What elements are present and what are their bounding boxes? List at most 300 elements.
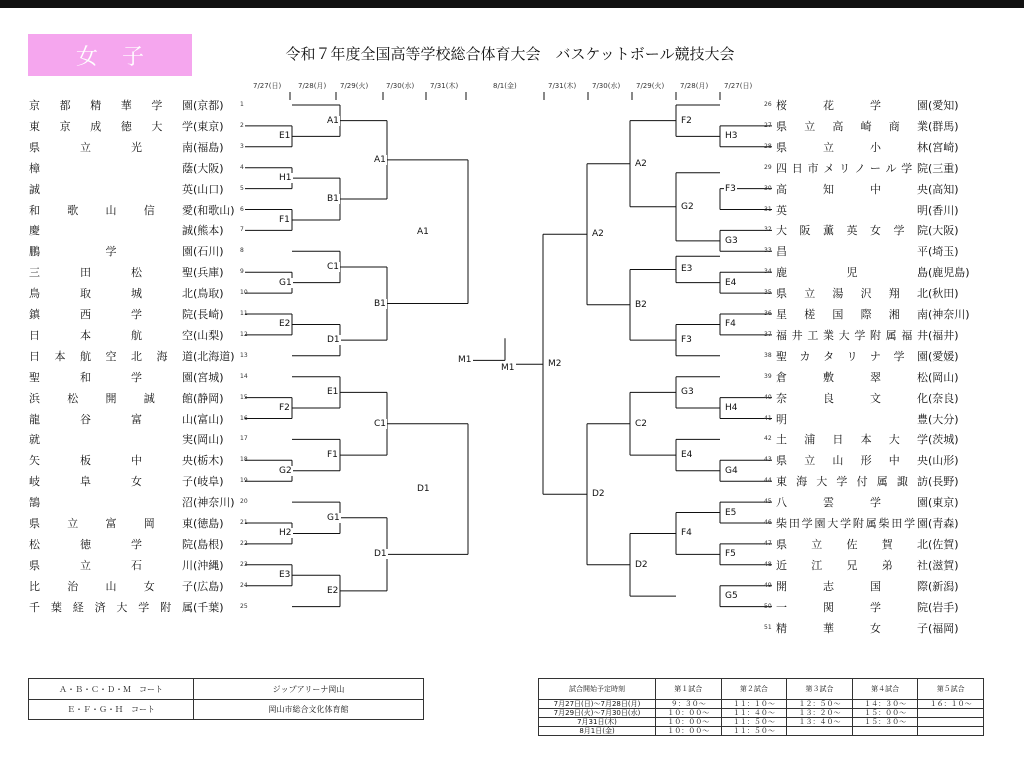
team-name: 県立石川 (29, 558, 193, 572)
seed-number: 4 (240, 163, 244, 171)
team-prefecture: (京都) (193, 99, 224, 112)
round-date: 7/31(木) (548, 82, 577, 90)
team-name: 福井工業大学附属福井 (776, 328, 928, 342)
round-date: 7/27(日) (253, 82, 282, 90)
legend-courts: Ａ・Ｂ・Ｃ・Ｄ・Ｍ コート (29, 679, 194, 699)
team-prefecture: (福井) (928, 328, 959, 342)
schedule-time: １２：５０～ (787, 700, 853, 709)
team-row (776, 285, 984, 301)
team-name: 京都精華学園 (29, 99, 193, 112)
team-row (776, 327, 984, 343)
team-name: 県立小林 (776, 140, 928, 154)
page-title: 令和７年度全国高等学校総合体育大会 バスケットボール競技大会 (285, 45, 735, 63)
game-label: E1 (327, 387, 339, 398)
team-name: 比治山女子 (29, 579, 193, 593)
team-name: 桜花学園 (776, 99, 928, 112)
team-row (776, 411, 984, 427)
team-prefecture: (山梨) (193, 328, 224, 342)
team-row (29, 473, 237, 489)
team-row (29, 264, 237, 280)
game-label: E2 (327, 585, 339, 596)
schedule-row (539, 718, 984, 727)
team-row (776, 515, 984, 531)
team-row (776, 306, 984, 322)
game-label: C1 (327, 261, 340, 272)
team-row (776, 160, 984, 176)
team-row (776, 452, 984, 468)
seed-number: 51 (764, 623, 772, 631)
team-name: 慶誠 (29, 224, 193, 238)
game-label: A1 (327, 115, 339, 126)
schedule-header: 第１試合 (656, 679, 722, 700)
schedule-table (538, 678, 984, 736)
game-label: A2 (592, 229, 604, 240)
game-label: E2 (279, 319, 291, 330)
team-name: 大阪薫英女学院 (776, 224, 928, 238)
seed-number: 36 (764, 310, 772, 317)
seed-number: 17 (240, 435, 248, 443)
seed-number: 45 (764, 498, 772, 506)
team-prefecture: (山形) (928, 454, 959, 468)
seed-number: 21 (240, 519, 248, 526)
team-name: 県立高崎商業 (776, 119, 928, 133)
team-name: 矢板中央 (29, 454, 193, 468)
seed-number: 19 (240, 477, 248, 485)
team-row (776, 264, 984, 280)
team-name: 柴田学園大学附属柴田学園 (776, 517, 928, 530)
seed-number: 3 (240, 142, 244, 150)
team-prefecture: (山口) (193, 182, 224, 196)
round-date: 8/1(金) (493, 82, 517, 90)
team-row (29, 327, 237, 343)
team-prefecture: (茨城) (928, 433, 959, 447)
schedule-date: 7月31日(木) (539, 718, 656, 727)
legend-courts: Ｅ・Ｆ・Ｇ・Ｈ コート (29, 699, 194, 719)
schedule-time: １１：１０～ (721, 700, 787, 709)
game-label: F3 (681, 335, 692, 346)
game-label: E3 (681, 264, 693, 275)
schedule-time: １５：００～ (852, 709, 918, 718)
team-name: 鹿児島 (776, 266, 928, 280)
game-label: H2 (279, 528, 292, 539)
game-label: B1 (327, 194, 339, 205)
team-row (29, 181, 237, 197)
team-prefecture: (鳥取) (193, 287, 224, 301)
team-prefecture: (大阪) (928, 224, 959, 238)
seed-number: 44 (764, 477, 772, 485)
team-name: 県立佐賀北 (776, 537, 928, 551)
game-label: B2 (635, 299, 647, 310)
team-prefecture: (三重) (928, 161, 959, 175)
seed-number: 34 (764, 268, 772, 276)
game-label: E5 (725, 507, 737, 518)
team-prefecture: (広島) (193, 579, 224, 593)
round-date: 7/30(水) (592, 82, 621, 90)
team-prefecture: (神奈川) (193, 496, 235, 510)
team-name: 就実 (29, 433, 193, 447)
game-label: M2 (548, 359, 562, 370)
game-label: B1 (374, 298, 386, 309)
game-label: F1 (327, 450, 338, 461)
team-name: 近江兄弟社 (776, 558, 928, 572)
team-prefecture: (愛媛) (928, 349, 959, 363)
seed-number: 8 (240, 247, 244, 255)
team-row (776, 557, 984, 573)
team-name: 東海大学付属諏訪 (776, 475, 928, 489)
team-row (776, 139, 984, 155)
game-label: G4 (725, 465, 738, 476)
legend-venue: ジップアリーナ岡山 (272, 684, 345, 694)
team-prefecture: (石川) (193, 245, 224, 259)
game-label: E3 (279, 570, 291, 581)
team-name: 県立富岡東 (29, 517, 193, 530)
seed-number: 25 (240, 602, 248, 610)
team-row (776, 620, 984, 636)
team-row (776, 243, 984, 259)
game-label: F3 (725, 184, 736, 195)
seed-number: 49 (764, 581, 772, 589)
schedule-time: １０：００～ (656, 709, 722, 718)
team-name: 聖カタリナ学園 (776, 349, 928, 363)
game-label: F5 (725, 549, 736, 560)
team-name: 東京成徳大学 (29, 119, 193, 133)
team-row (776, 369, 984, 385)
game-label: F1 (279, 214, 290, 225)
seed-number: 43 (764, 456, 772, 464)
schedule-time: １３：２０～ (787, 709, 853, 718)
schedule-time (852, 727, 918, 736)
schedule-header: 試合開始予定時刻 (539, 679, 656, 700)
team-row (29, 431, 237, 447)
game-label: F4 (681, 528, 692, 539)
team-row (776, 473, 984, 489)
schedule-row (539, 709, 984, 718)
schedule-header: 第４試合 (852, 679, 918, 700)
seed-number: 32 (764, 226, 772, 234)
team-name: 和歌山信愛 (29, 203, 193, 217)
team-prefecture: (熊本) (193, 224, 224, 238)
game-label: G1 (279, 277, 292, 288)
team-prefecture: (富山) (193, 412, 224, 426)
seed-number: 12 (240, 330, 248, 338)
seed-number: 29 (764, 163, 772, 171)
game-label: M1 (501, 363, 515, 374)
legend-row (29, 699, 423, 719)
round-date: 7/29(火) (340, 82, 369, 90)
game-label: D2 (635, 559, 648, 570)
team-prefecture: (秋田) (928, 287, 959, 301)
schedule-time: ９：３０～ (656, 700, 722, 709)
seed-number: 9 (240, 268, 244, 276)
game-label: F4 (725, 319, 736, 330)
legend-venue: 岡山市総合文化体育館 (268, 704, 349, 714)
team-name: 一関学院 (776, 600, 928, 614)
seed-number: 27 (764, 121, 772, 129)
game-label: G2 (279, 465, 292, 476)
team-name: 県立湯沢翔北 (776, 287, 928, 301)
schedule-time (918, 718, 984, 727)
seed-number: 38 (764, 351, 772, 359)
schedule-time (918, 727, 984, 736)
seed-number: 20 (240, 498, 248, 506)
team-row (29, 97, 237, 113)
seed-number: 50 (764, 602, 772, 610)
team-prefecture: (香川) (928, 203, 959, 217)
team-prefecture: (静岡) (193, 391, 224, 405)
schedule-header-row (539, 679, 984, 700)
game-label: C1 (374, 418, 387, 429)
team-name: 明豊 (776, 412, 928, 426)
game-label: H3 (725, 131, 738, 142)
team-row (776, 599, 984, 615)
team-row (29, 390, 237, 406)
round-date: 7/31(木) (430, 82, 459, 90)
game-label: H1 (279, 173, 292, 184)
team-row (29, 160, 237, 176)
game-label: E1 (279, 131, 291, 142)
seed-number: 24 (240, 581, 248, 589)
seed-number: 37 (764, 330, 772, 338)
team-prefecture: (栃木) (193, 454, 224, 468)
schedule-time: １５：３０～ (852, 718, 918, 727)
team-name: 英明 (776, 203, 928, 217)
seed-number: 46 (764, 519, 772, 526)
schedule-time: １６：１０～ (918, 700, 984, 709)
schedule-header: 第２試合 (721, 679, 787, 700)
seed-number: 2 (240, 121, 244, 129)
team-name: 鎮西学院 (29, 308, 193, 321)
team-name: 龍谷富山 (29, 412, 193, 426)
team-row (29, 494, 237, 510)
schedule-date: 7月29日(火)～7月30日(水) (539, 709, 656, 718)
schedule-time: １３：４０～ (787, 718, 853, 727)
team-row (29, 222, 237, 238)
team-row (29, 139, 237, 155)
team-name: 日本航空 (29, 328, 193, 342)
schedule-time: １１：５０～ (721, 727, 787, 736)
team-row (776, 222, 984, 238)
team-prefecture: (東京) (928, 496, 959, 510)
seed-number: 16 (240, 414, 248, 422)
team-name: 樟蔭 (29, 161, 193, 175)
team-prefecture: (奈良) (928, 391, 959, 405)
game-label: F2 (681, 115, 692, 126)
team-prefecture: (群馬) (928, 119, 959, 133)
seed-number: 22 (240, 539, 248, 547)
team-row (776, 181, 984, 197)
team-name: 松徳学院 (29, 537, 193, 551)
team-prefecture: (愛知) (928, 99, 959, 112)
team-row (29, 411, 237, 427)
team-name: 日本航空北海道 (29, 349, 193, 363)
court-legend (28, 678, 424, 720)
game-label: M1 (458, 355, 472, 366)
game-label: D1 (374, 549, 387, 560)
team-prefecture: (青森) (928, 517, 959, 530)
team-prefecture: (沖縄) (193, 558, 224, 572)
game-label: F2 (279, 403, 290, 414)
game-label: A1 (374, 154, 386, 165)
team-prefecture: (宮城) (193, 370, 224, 384)
seed-number: 13 (240, 351, 248, 359)
seed-number: 39 (764, 372, 772, 380)
team-row (29, 369, 237, 385)
team-prefecture: (宮崎) (928, 140, 959, 154)
team-row (29, 515, 237, 531)
team-prefecture: (埼玉) (928, 245, 959, 259)
team-row (776, 202, 984, 218)
team-row (776, 348, 984, 364)
schedule-time (787, 727, 853, 736)
team-row (29, 578, 237, 594)
team-row (29, 348, 237, 364)
team-prefecture: (東京) (193, 119, 224, 133)
schedule-date: 7月27日(日)～7月28日(月) (539, 700, 656, 709)
team-name: 鳥取城北 (29, 287, 193, 301)
game-label: D1 (327, 335, 340, 346)
schedule-header: 第５試合 (918, 679, 984, 700)
seed-number: 30 (764, 184, 772, 192)
team-row (29, 285, 237, 301)
team-row (776, 118, 984, 134)
team-prefecture: (千葉) (193, 600, 224, 614)
team-prefecture: (岡山) (193, 433, 224, 447)
seed-number: 1 (240, 101, 244, 108)
team-row (776, 97, 984, 113)
team-name: 三田松聖 (29, 266, 193, 280)
team-prefecture: (岡山) (928, 370, 959, 384)
team-prefecture: (長野) (928, 475, 959, 489)
team-prefecture: (和歌山) (193, 203, 235, 217)
round-date: 7/28(月) (298, 82, 327, 90)
team-row (29, 557, 237, 573)
seed-number: 33 (764, 247, 772, 255)
schedule-row (539, 727, 984, 736)
team-prefecture: (新潟) (928, 579, 959, 593)
schedule-time (918, 709, 984, 718)
team-row (29, 118, 237, 134)
team-row (776, 494, 984, 510)
seed-number: 11 (240, 310, 248, 317)
team-prefecture: (徳島) (193, 517, 224, 530)
round-date: 7/29(火) (636, 82, 665, 90)
game-label: A1 (417, 226, 429, 237)
seed-number: 31 (764, 205, 772, 213)
seed-number: 42 (764, 435, 772, 443)
team-row (776, 390, 984, 406)
team-prefecture: (岐阜) (193, 475, 224, 489)
team-prefecture: (神奈川) (928, 308, 970, 321)
team-row (776, 431, 984, 447)
team-name: 鵬学園 (29, 245, 193, 259)
team-name: 開志国際 (776, 579, 928, 593)
team-name: 千葉経済大学附属 (29, 600, 193, 614)
schedule-time: １０：００～ (656, 727, 722, 736)
team-prefecture: (島根) (193, 537, 224, 551)
team-prefecture: (鹿児島) (928, 266, 970, 280)
team-name: 県立山形中央 (776, 454, 928, 468)
seed-number: 47 (764, 539, 772, 547)
team-row (29, 306, 237, 322)
seed-number: 5 (240, 184, 244, 192)
seed-number: 40 (764, 393, 772, 401)
team-prefecture: (兵庫) (193, 266, 224, 280)
schedule-date: 8月1日(金) (539, 727, 656, 736)
category-badge: 女子 (28, 34, 192, 76)
team-name: 星槎国際湘南 (776, 308, 928, 321)
seed-number: 14 (240, 372, 248, 380)
game-label: D2 (592, 489, 605, 500)
seed-number: 41 (764, 414, 772, 422)
team-prefecture: (岩手) (928, 600, 959, 614)
team-name: 聖和学園 (29, 370, 193, 384)
team-name: 浜松開誠館 (29, 391, 193, 405)
team-prefecture: (北海道) (193, 349, 235, 363)
game-label: G3 (681, 387, 694, 398)
schedule-header: 第３試合 (787, 679, 853, 700)
team-row (776, 578, 984, 594)
legend-row (29, 679, 423, 700)
game-label: G2 (681, 201, 694, 212)
seed-number: 15 (240, 393, 248, 401)
team-prefecture: (長崎) (193, 308, 224, 321)
team-name: 県立光南 (29, 140, 193, 154)
team-name: 鵠沼 (29, 496, 193, 510)
team-prefecture: (滋賀) (928, 558, 959, 572)
schedule-time: １１：５０～ (721, 718, 787, 727)
seed-number: 18 (240, 456, 248, 464)
game-label: D1 (417, 484, 430, 495)
game-label: E4 (681, 450, 693, 461)
team-prefecture: (大阪) (193, 161, 224, 175)
seed-number: 35 (764, 289, 772, 297)
team-row (29, 452, 237, 468)
seed-number: 6 (240, 205, 244, 213)
team-name: 誠英 (29, 182, 193, 196)
team-prefecture: (佐賀) (928, 537, 959, 551)
team-row (29, 243, 237, 259)
team-prefecture: (福岡) (928, 621, 959, 635)
team-name: 岐阜女子 (29, 475, 193, 489)
team-row (776, 536, 984, 552)
game-label: G3 (725, 235, 738, 246)
schedule-row (539, 700, 984, 709)
seed-number: 7 (240, 226, 244, 234)
team-name: 高知中央 (776, 182, 928, 196)
team-row (29, 202, 237, 218)
team-prefecture: (福島) (193, 140, 224, 154)
game-label: G1 (327, 512, 340, 523)
team-row (29, 536, 237, 552)
team-row (29, 599, 237, 615)
round-date: 7/27(日) (724, 82, 753, 90)
team-prefecture: (高知) (928, 182, 959, 196)
schedule-time: １１：４０～ (721, 709, 787, 718)
game-label: C2 (635, 418, 648, 429)
seed-number: 26 (764, 101, 772, 108)
schedule-time: １０：００～ (656, 718, 722, 727)
schedule-time: １４：３０～ (852, 700, 918, 709)
round-date: 7/28(月) (680, 82, 709, 90)
team-name: 奈良文化 (776, 391, 928, 405)
team-name: 倉敷翠松 (776, 370, 928, 384)
team-name: 八雲学園 (776, 496, 928, 510)
game-label: A2 (635, 158, 647, 169)
seed-number: 48 (764, 560, 772, 568)
team-name: 四日市メリノール学院 (776, 161, 928, 175)
seed-number: 10 (240, 289, 248, 297)
seed-number: 23 (240, 560, 248, 568)
